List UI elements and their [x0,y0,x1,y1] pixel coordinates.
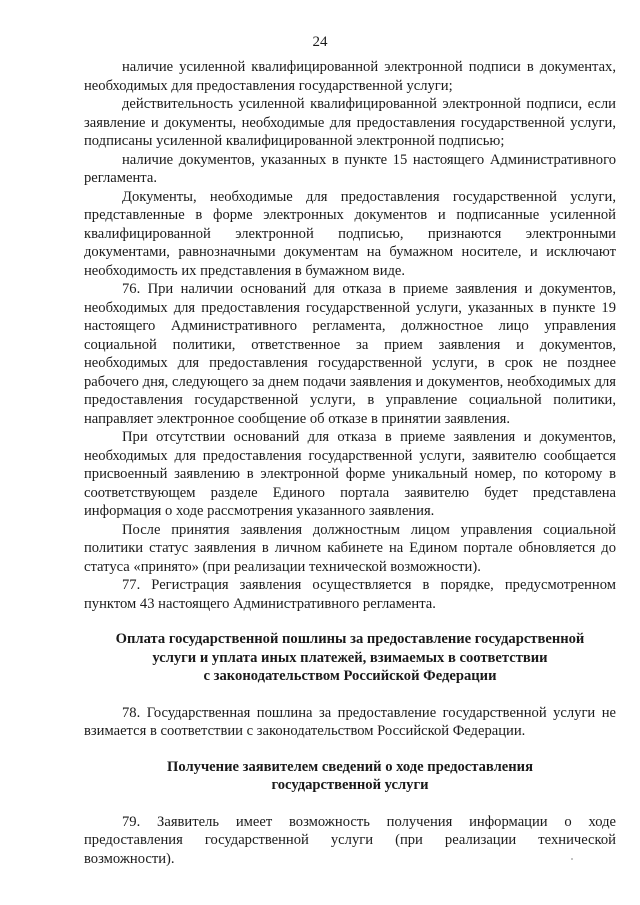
paragraph: При отсутствии оснований для отказа в приеме заявления и документов, необходимых для предоставления государственной услуги, заявителю сообщается присвоенный заявлению в электронной форме уникальный номер, по которому в соответствующем разделе Единого портала заявителю будет представлена информация о ходе рассмотрения указанного заявления. [84,429,616,519]
paragraph-79: 79. Заявитель имеет возможность получения информации о ходе предоставления государственной услуги (при реализации технической возможности). [84,813,616,867]
paragraph: Документы, необходимые для предоставления государственной услуги, представленные в форме электронных документов и подписанные усиленной квалифицированной электронной подписью, признаются электронными документами, равнозначными документам на бумажном носителе, и исключают необходимость их представления в бумажном виде. [84,188,616,279]
paragraph: действительность усиленной квалифицированной электронной подписи, если заявление и документы, необходимые для предоставления государственной услуги, подписаны усиленной квалифицированной электронной подписью; [84,96,616,149]
heading-line: с законодательством Российской Федерации [203,668,497,684]
paragraph: После принятия заявления должностным лицом управления социальной политики статус заявления в личном кабинете на Едином портале обновляется до статуса «принято» (при реализации технической возможности). [84,521,616,575]
document-body [84,58,616,868]
paragraph-77: 77. Регистрация заявления осуществляется в порядке, предусмотренном пунктом 43 настоящего Административного регламента. [84,577,616,612]
heading-line: Оплата государственной пошлины за предоставление государственной [115,631,585,647]
page-number: 24 [312,34,328,50]
heading-line: государственной услуги [271,777,429,793]
section-heading-status-info [84,758,616,795]
paragraph-76: 76. При наличии оснований для отказа в приеме заявления и документов, необходимых для предоставления государственной услуги, указанных в пункте 19 настоящего Административного регламента, должностное лицо управления социальной политики, ответственное за прием заявления и документов, необходимых для предоставления государственной услуги, в срок не позднее рабочего дня, следующего за днем подачи заявления и документов, необходимых для предоставления государственной услуги, в управление социальной политики, направляет электронное сообщение об отказе в принятии заявления. [84,281,616,427]
heading-line: Получение заявителем сведений о ходе предоставления [167,758,533,775]
paragraph-78: 78. Государственная пошлина за предоставление государственной услуги не взимается в соответствии с законодательством Российской Федерации. [84,704,616,739]
paragraph: наличие усиленной квалифицированной электронной подписи в документах, необходимых для предоставления государственной услуги; [84,59,616,94]
paragraph: наличие документов, указанных в пункте 15 настоящего Административного регламента. [84,151,616,186]
scan-speck [571,858,573,860]
section-heading-fees [84,630,616,686]
heading-line: услуги и уплата иных платежей, взимаемых в соответствии [152,649,548,666]
